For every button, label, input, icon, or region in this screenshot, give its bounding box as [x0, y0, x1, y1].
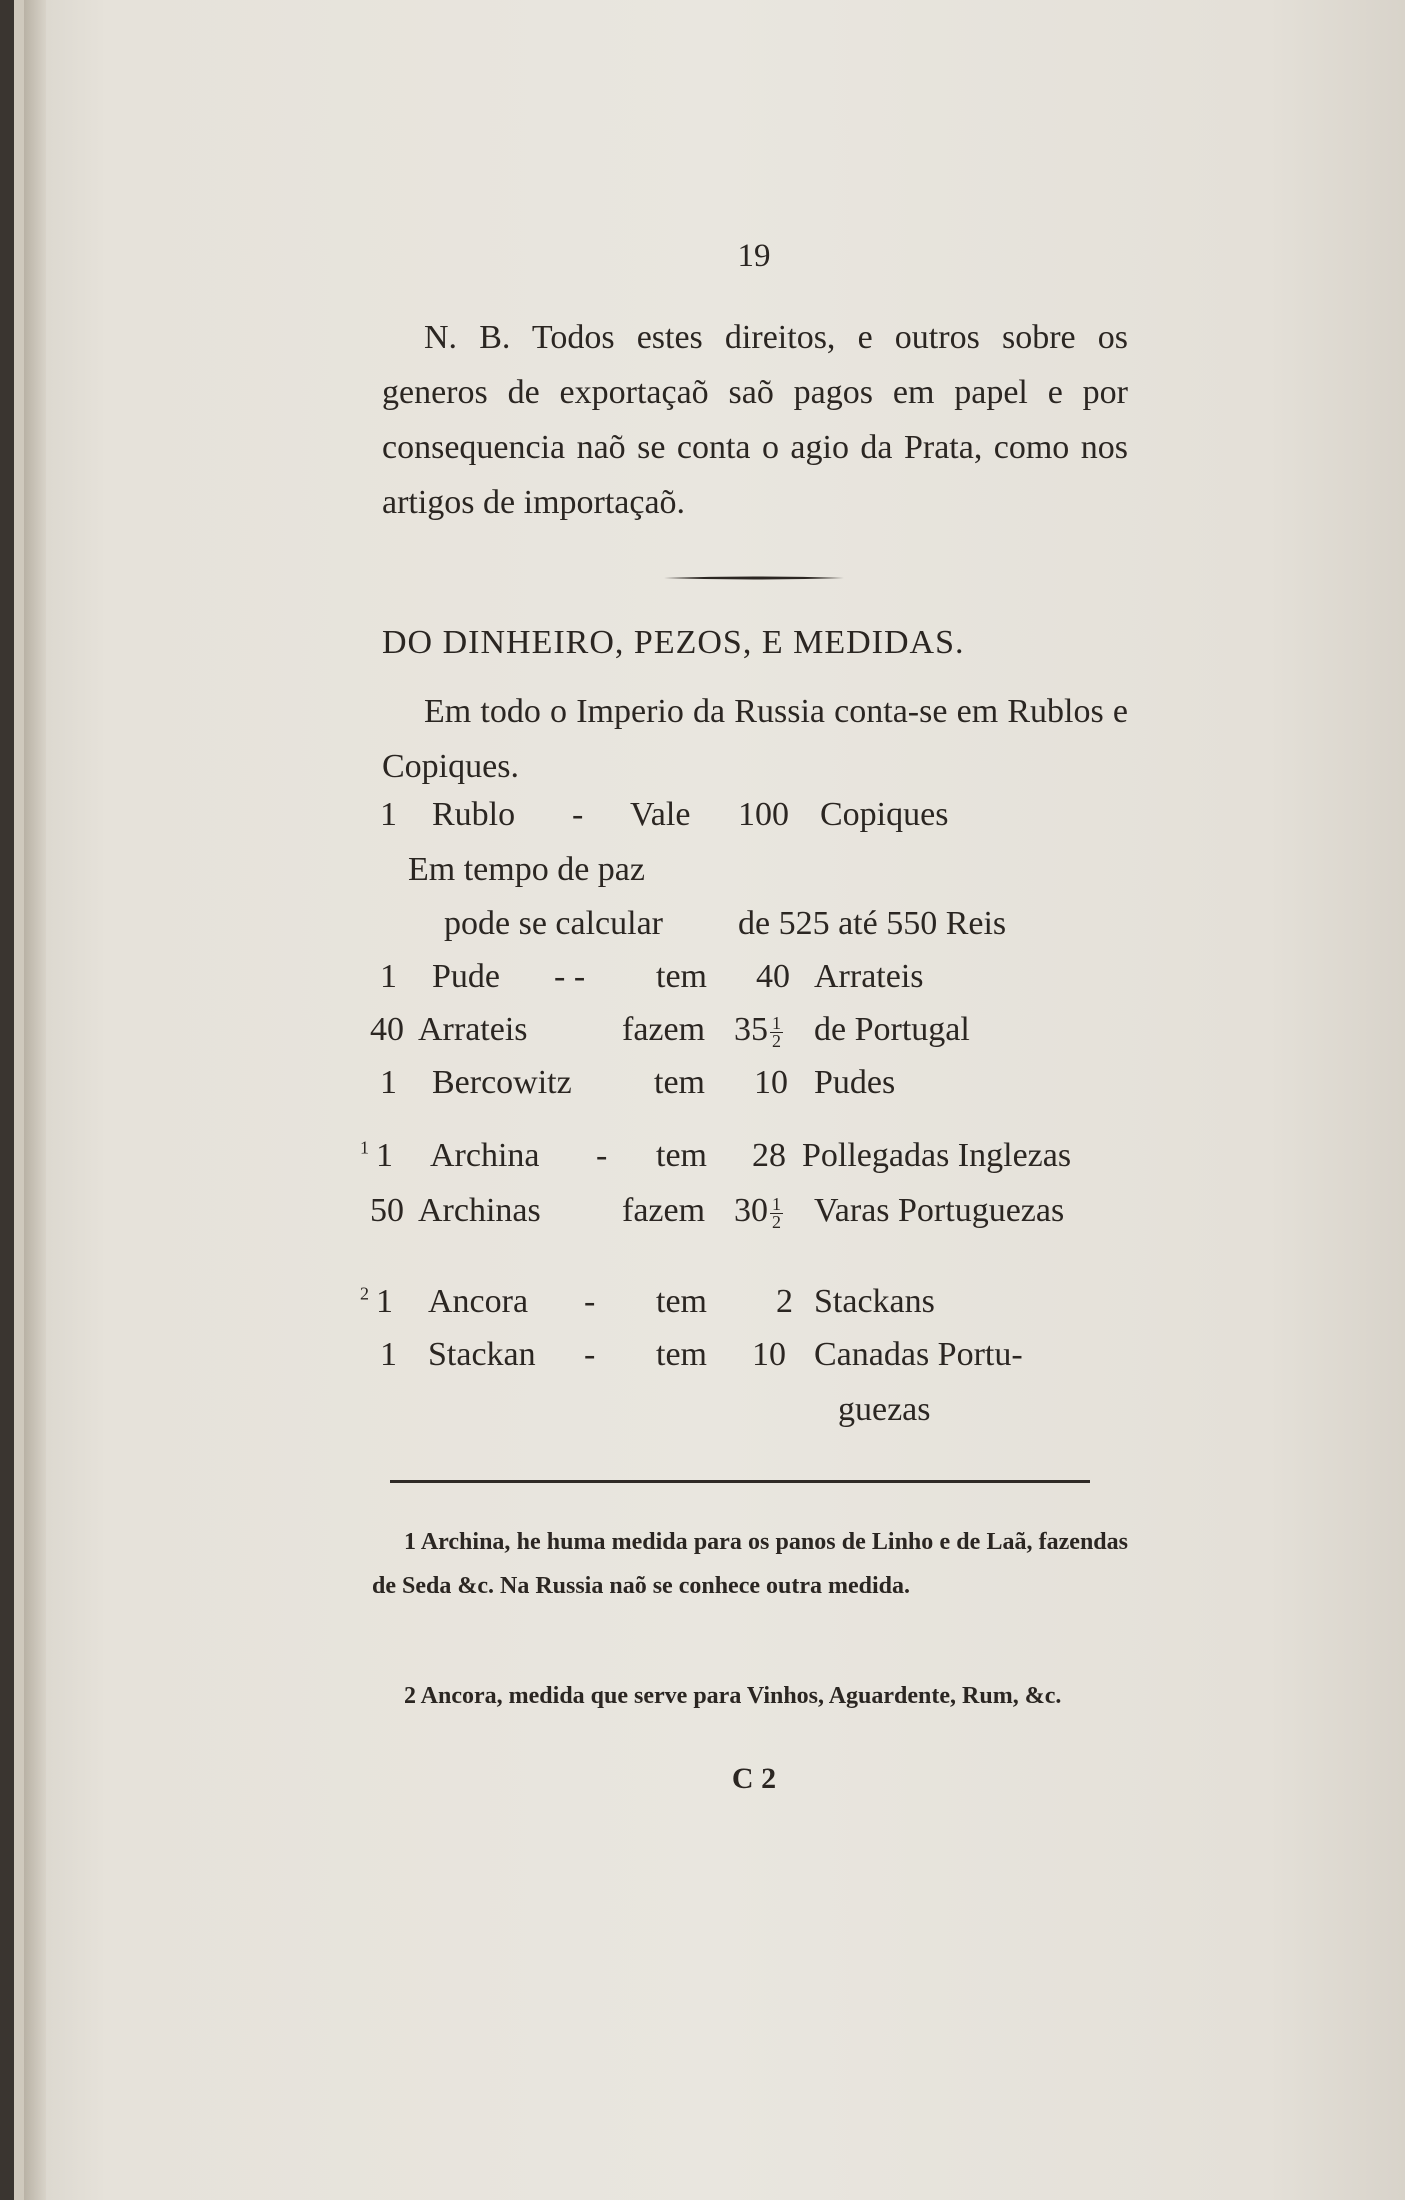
- row-amount: 40: [756, 958, 790, 995]
- fraction-numerator: 1: [772, 1012, 781, 1033]
- row-desc: Varas Portuguezas: [814, 1192, 1065, 1229]
- row-desc: Arrateis: [814, 958, 924, 995]
- row-qty: 40: [370, 1011, 404, 1048]
- row-dash: -: [584, 1283, 596, 1320]
- row-qty: 1: [380, 796, 397, 833]
- fraction-numerator: 1: [772, 1193, 781, 1214]
- row-verb: Vale: [630, 796, 691, 833]
- footnote-1: 1 Archina, he huma medida para os panos de Linho e de Laã, fazendas de Seda &c. Na Russia naõ se conhece outra medida.: [372, 1529, 1128, 1599]
- row-qty: 1: [376, 1137, 393, 1174]
- row-qty: 1: [380, 1064, 397, 1101]
- nb-paragraph: N. B. Todos estes direitos, e outros sobre os generos de exportaçaõ saõ pagos em papel e por consequencia naõ se conta o agio da Prata, como nos artigos de importaçaõ.: [382, 319, 1128, 521]
- row-unit: Archina: [430, 1137, 540, 1174]
- fraction-denominator: 2: [772, 1211, 781, 1232]
- row-amount: [734, 1011, 783, 1050]
- row-unit: Rublo: [432, 796, 516, 833]
- page-edge: [24, 0, 46, 2200]
- row-desc: de Portugal: [814, 1011, 970, 1048]
- footnote-ref: 2: [360, 1283, 369, 1304]
- footnote-ref: 1: [360, 1137, 369, 1158]
- row-dash: -: [572, 796, 584, 833]
- row-desc-continued: guezas: [838, 1391, 931, 1428]
- row-unit: Pude: [432, 958, 500, 995]
- amount-whole: 30: [734, 1192, 768, 1229]
- row-unit: Bercowitz: [432, 1064, 572, 1101]
- fraction: [770, 1012, 783, 1051]
- row-amount: 100: [738, 796, 789, 833]
- page-number: 19: [737, 238, 771, 274]
- fraction: [770, 1193, 783, 1232]
- row-amount: 2: [776, 1283, 793, 1320]
- row-unit: Ancora: [428, 1283, 529, 1320]
- row-unit: Archinas: [418, 1192, 541, 1229]
- footnote-rule: [390, 1480, 1090, 1483]
- row-desc: Pudes: [814, 1064, 896, 1101]
- book-page: [14, 0, 1405, 2200]
- row-dash: - -: [554, 958, 586, 995]
- row-text: pode se calcular: [444, 905, 663, 942]
- row-verb: fazem: [622, 1011, 706, 1048]
- section-title: DO DINHEIRO, PEZOS, E MEDIDAS.: [382, 624, 965, 661]
- row-qty: 1: [376, 1283, 393, 1320]
- row-amount: 10: [752, 1336, 786, 1373]
- row-qty: 1: [380, 1336, 397, 1373]
- row-desc: Canadas Portu-: [814, 1336, 1023, 1373]
- row-desc: Pollegadas Inglezas: [802, 1137, 1072, 1174]
- table-row-note: Em tempo de paz: [408, 851, 645, 888]
- row-verb: tem: [654, 1064, 705, 1101]
- footnote-marker: [360, 1137, 369, 1175]
- fraction-denominator: 2: [772, 1030, 781, 1051]
- footnote-2: 2 Ancora, medida que serve para Vinhos, Aguardente, Rum, &c.: [404, 1683, 1062, 1709]
- row-desc: Copiques: [820, 796, 949, 833]
- row-amount: 10: [754, 1064, 788, 1101]
- row-amount: [734, 1192, 783, 1231]
- row-unit: Arrateis: [418, 1011, 528, 1048]
- amount-whole: 35: [734, 1011, 768, 1048]
- row-verb: fazem: [622, 1192, 706, 1229]
- row-verb: tem: [656, 1336, 707, 1373]
- row-verb: tem: [656, 958, 707, 995]
- signature-mark: C 2: [731, 1762, 777, 1795]
- intro-paragraph: Em todo o Imperio da Russia conta-se em Rublos e Copiques.: [382, 693, 1128, 785]
- row-unit: Stackan: [428, 1336, 536, 1373]
- row-desc: Stackans: [814, 1283, 935, 1320]
- row-verb: tem: [656, 1283, 707, 1320]
- footnote-marker: [360, 1283, 369, 1321]
- row-amount: 28: [752, 1137, 786, 1174]
- row-range: de 525 até 550 Reis: [738, 905, 1007, 942]
- row-qty: 1: [380, 958, 397, 995]
- ornamental-rule: [664, 575, 844, 581]
- row-dash: -: [596, 1137, 608, 1174]
- row-dash: -: [584, 1336, 596, 1373]
- row-qty: 50: [370, 1192, 404, 1229]
- row-verb: tem: [656, 1137, 707, 1174]
